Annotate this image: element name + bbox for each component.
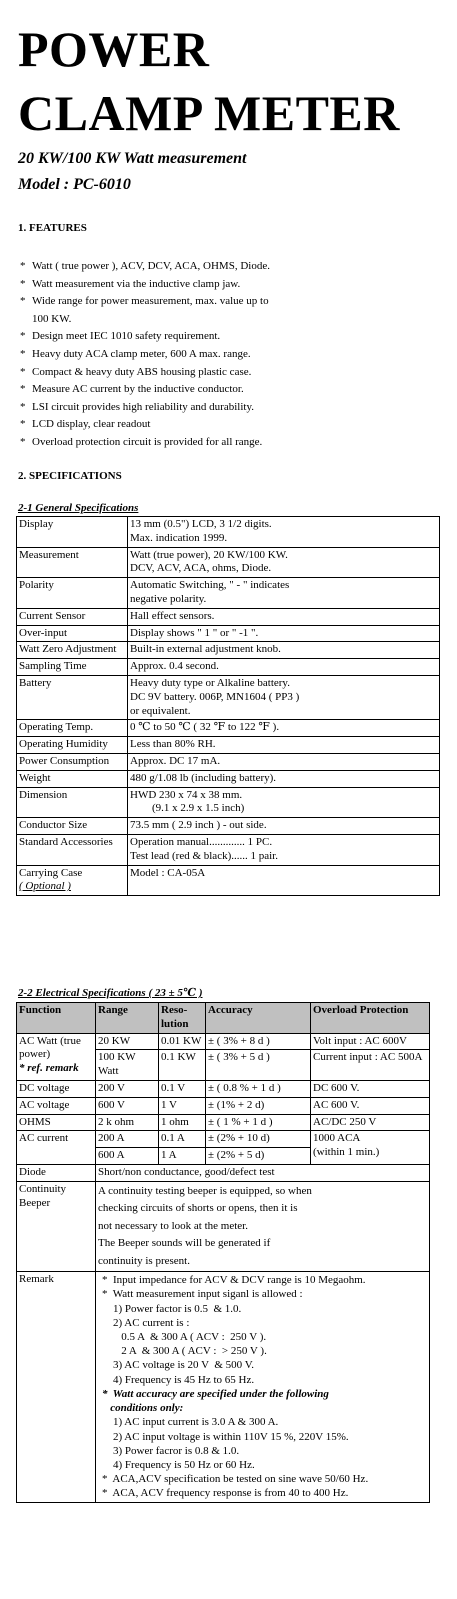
spec-label-text: Over-input: [19, 626, 68, 639]
spec-value-line: Approx. DC 17 mA.: [130, 754, 221, 767]
function-cell: AC current: [17, 1131, 96, 1165]
features-list: [18, 258, 438, 452]
title-line-2: CLAMP METER: [18, 85, 400, 141]
spec-label: [17, 865, 128, 896]
spec-value-line: Less than 80% RH.: [130, 738, 216, 751]
accuracy-cell: ± (2% + 10 d): [206, 1131, 311, 1148]
feature-item: * Watt measurement via the inductive clamp jaw.: [18, 276, 438, 294]
remark-line: 2 A & 300 A ( ACV : > 250 V ).: [102, 1345, 267, 1358]
resolution-cell: 0.1 A: [159, 1131, 206, 1148]
header-function: Function: [17, 1003, 96, 1034]
spec-value-line: Model : CA-05A: [130, 866, 206, 879]
table-row: [17, 770, 440, 787]
spec-label-text: Conductor Size: [19, 819, 88, 832]
function-cell: DC voltage: [17, 1080, 96, 1097]
spec-label-text: Standard Accessories: [19, 835, 113, 848]
function-cell: Remark: [17, 1272, 96, 1502]
spec-label: [17, 547, 128, 578]
spec-label-text: Dimension: [19, 788, 68, 801]
table-row: [17, 1131, 430, 1148]
spec-label: [17, 834, 128, 865]
spec-label-text: Weight: [19, 771, 51, 784]
spec-label-text: Operating Humidity: [19, 738, 108, 751]
table-row: [17, 659, 440, 676]
spec-label: [17, 753, 128, 770]
accuracy-cell: ± ( 3% + 8 d ): [206, 1033, 311, 1050]
table-row: [17, 865, 440, 896]
spec-value-line: Max. indication 1999.: [130, 531, 228, 544]
overload-cell: DC 600 V.: [311, 1080, 430, 1097]
spec-label: [17, 787, 128, 818]
electrical-spec-table: [16, 1002, 430, 1503]
spec-value: [128, 720, 440, 737]
resolution-cell: 0.01 KW: [159, 1033, 206, 1050]
range-cell: 200 A: [96, 1131, 159, 1148]
header-accuracy: Accuracy: [206, 1003, 311, 1034]
spec-label: [17, 625, 128, 642]
feature-item: * Overload protection circuit is provided for all range.: [18, 434, 438, 452]
specs-heading: 2. SPECIFICATIONS: [18, 470, 122, 482]
spec-label: [17, 737, 128, 754]
spec-label-text: Operating Temp.: [19, 721, 94, 734]
accuracy-cell: ± (2% + 5 d): [206, 1148, 311, 1165]
spec-value-line: 73.5 mm ( 2.9 inch ) - out side.: [130, 819, 267, 832]
resolution-cell: 0.1 KW: [159, 1050, 206, 1081]
overload-cell: AC/DC 250 V: [311, 1114, 430, 1131]
feature-item: * Watt ( true power ), ACV, DCV, ACA, OHMS, Diode.: [18, 258, 438, 276]
spec-value-line: Built-in external adjustment knob.: [130, 643, 281, 656]
spec-value: [128, 642, 440, 659]
spec-value-line: Test lead (red & black)...... 1 pair.: [130, 849, 278, 862]
table-row: [17, 547, 440, 578]
spec-value: [128, 578, 440, 609]
spec-value-line: Operation manual............. 1 PC.: [130, 835, 273, 848]
remark-line: 2) AC current is :: [102, 1316, 190, 1329]
spec-value-line: Heavy duty type or Alkaline battery.: [130, 676, 290, 689]
overload-cell: [311, 1131, 430, 1165]
range-cell: 20 KW: [96, 1033, 159, 1050]
table-row: [17, 753, 440, 770]
spec-label-text: Battery: [19, 676, 52, 689]
table-row: [17, 1164, 430, 1181]
feature-item: * Compact & heavy duty ABS housing plastic case.: [18, 364, 438, 382]
table-row: [17, 1033, 430, 1050]
spec-value: [128, 608, 440, 625]
spec-value-line: 480 g/1.08 lb (including battery).: [130, 771, 277, 784]
table-row: [17, 517, 440, 548]
spec-label-text: Watt Zero Adjustment: [19, 643, 117, 656]
model: Model : PC-6010: [18, 176, 131, 193]
spec-label-text: Current Sensor: [19, 609, 86, 622]
resolution-cell: 1 V: [159, 1097, 206, 1114]
feature-item: * LSI circuit provides high reliability and durability.: [18, 399, 438, 417]
spec-value-line: Hall effect sensors.: [130, 609, 215, 622]
table-row: [17, 737, 440, 754]
remark-line: 0.5 A & 300 A ( ACV : 250 V ).: [102, 1331, 267, 1344]
range-cell: 600 A: [96, 1148, 159, 1165]
accuracy-cell: ± ( 0.8 % + 1 d ): [206, 1080, 311, 1097]
spec-label: [17, 720, 128, 737]
beeper-text: [96, 1181, 430, 1272]
spec-label: [17, 770, 128, 787]
spec-value: [128, 547, 440, 578]
beeper-line: continuity is present.: [98, 1254, 190, 1267]
header-resolution: Reso-lution: [159, 1003, 206, 1034]
remark-line: * Watt measurement input siganl is allowed :: [102, 1288, 303, 1301]
header-row: [17, 1003, 430, 1034]
spec-value-line: Automatic Switching, " - " indicates: [130, 579, 290, 592]
feature-item: * Design meet IEC 1010 safety requirement.: [18, 328, 438, 346]
spec-value-line: DC 9V battery. 006P, MN1604 ( PP3 ): [130, 690, 300, 703]
table-row: [17, 625, 440, 642]
spec-label-text: Sampling Time: [19, 660, 87, 673]
table-row: [17, 675, 440, 719]
overload-cell: Current input : AC 500A: [311, 1050, 430, 1081]
acwatt-note: * ref. remark: [19, 1062, 79, 1075]
table-row: [17, 720, 440, 737]
resolution-cell: 1 A: [159, 1148, 206, 1165]
table-row: [17, 787, 440, 818]
spec-label: [17, 578, 128, 609]
table-row: [17, 578, 440, 609]
feature-item: * Wide range for power measurement, max. value up to: [18, 293, 438, 311]
remark-line: conditions only:: [102, 1402, 184, 1415]
spec-value-line: 13 mm (0.5") LCD, 3 1/2 digits.: [130, 518, 272, 530]
accuracy-cell: ± ( 1 % + 1 d ): [206, 1114, 311, 1131]
electrical-heading: 2-2 Electrical Specifications ( 23 ± 5℃ ): [18, 987, 203, 999]
spec-value: [128, 787, 440, 818]
remark-line: * Input impedance for ACV & DCV range is 10 Megaohm.: [102, 1274, 366, 1287]
feature-item: 100 KW.: [32, 312, 72, 325]
spec-value: [128, 818, 440, 835]
header-range: Range: [96, 1003, 159, 1034]
header-overload: Overload Protection: [311, 1003, 430, 1034]
acwatt-function-label: AC Watt (true power): [19, 1034, 81, 1061]
function-cell: Continuity Beeper: [17, 1181, 96, 1272]
spec-value: [128, 753, 440, 770]
range-cell: 200 V: [96, 1080, 159, 1097]
overload-line: 1000 ACA: [313, 1132, 361, 1145]
table-row: [17, 1080, 430, 1097]
spec-value: [128, 770, 440, 787]
spec-label: [17, 517, 128, 548]
spec-value-line: (9.1 x 2.9 x 1.5 inch): [130, 802, 245, 815]
spec-label-text: Measurement: [19, 548, 79, 561]
table-row: [17, 642, 440, 659]
diode-text: Short/non conductance, good/defect test: [96, 1164, 430, 1181]
feature-item: * Measure AC current by the inductive conductor.: [18, 381, 438, 399]
general-spec-table: [16, 516, 440, 896]
spec-value: [128, 737, 440, 754]
general-heading: 2-1 General Specifications: [18, 502, 139, 514]
accuracy-cell: ± (1% + 2 d): [206, 1097, 311, 1114]
function-cell: AC voltage: [17, 1097, 96, 1114]
feature-item: * LCD display, clear readout: [18, 416, 438, 434]
function-cell: OHMS: [17, 1114, 96, 1131]
subtitle: 20 KW/100 KW Watt measurement: [18, 150, 247, 167]
remark-line: 3) Power facror is 0.8 & 1.0.: [102, 1444, 240, 1457]
overload-cell: Volt input : AC 600V: [311, 1033, 430, 1050]
range-cell: 100 KW Watt: [96, 1050, 159, 1081]
accuracy-cell: ± ( 3% + 5 d ): [206, 1050, 311, 1081]
table-row: [17, 818, 440, 835]
remark-text: [96, 1272, 430, 1502]
table-row: [17, 1114, 430, 1131]
range-cell: 600 V: [96, 1097, 159, 1114]
remark-line: 1) AC input current is 3.0 A & 300 A.: [102, 1416, 279, 1429]
spec-value-line: HWD 230 x 74 x 38 mm.: [130, 788, 243, 801]
feature-item: * Heavy duty ACA clamp meter, 600 A max. range.: [18, 346, 438, 364]
remark-line: 2) AC input voltage is within 110V 15 %, 220V 15%.: [102, 1430, 349, 1443]
table-row: [17, 834, 440, 865]
function-cell: Diode: [17, 1164, 96, 1181]
range-cell: 2 k ohm: [96, 1114, 159, 1131]
overload-line: (within 1 min.): [313, 1146, 380, 1159]
beeper-line: A continuity testing beeper is equipped, so when: [98, 1184, 312, 1197]
spec-value: [128, 659, 440, 676]
remark-line: * ACA, ACV frequency response is from 40 to 400 Hz.: [102, 1487, 349, 1500]
spec-label-text: Power Consumption: [19, 754, 110, 767]
table-row: [17, 1181, 430, 1272]
title-line-1: POWER: [18, 21, 210, 77]
spec-value-line: 0 ℃ to 50 ℃ ( 32 ℉ to 122 ℉ ).: [130, 721, 280, 734]
spec-label-note: ( Optional ): [19, 880, 71, 893]
overload-cell: AC 600 V.: [311, 1097, 430, 1114]
spec-label: [17, 675, 128, 719]
spec-value-line: or equivalent.: [130, 704, 191, 717]
spec-label: [17, 642, 128, 659]
spec-value: [128, 834, 440, 865]
spec-label-text: Carrying Case: [19, 866, 83, 879]
remark-line: * ACA,ACV specification be tested on sine wave 50/60 Hz.: [102, 1473, 369, 1486]
acwatt-function: [17, 1033, 96, 1080]
resolution-cell: 0.1 V: [159, 1080, 206, 1097]
spec-label-text: Polarity: [19, 579, 54, 592]
spec-label-text: Display: [19, 518, 54, 530]
remark-line: 4) Frequency is 50 Hz or 60 Hz.: [102, 1458, 255, 1471]
features-heading: 1. FEATURES: [18, 222, 87, 234]
spec-value: [128, 517, 440, 548]
spec-value-line: Approx. 0.4 second.: [130, 660, 219, 673]
remark-line: * Watt accuracy are specified under the following: [102, 1387, 329, 1400]
beeper-line: The Beeper sounds will be generated if: [98, 1237, 271, 1250]
spec-label: [17, 818, 128, 835]
beeper-line: checking circuits of shorts or opens, then it is: [98, 1202, 298, 1215]
spec-label: [17, 659, 128, 676]
spec-value-line: DCV, ACV, ACA, ohms, Diode.: [130, 562, 272, 575]
spec-value: [128, 625, 440, 642]
spec-value-line: negative polarity.: [130, 592, 207, 605]
resolution-cell: 1 ohm: [159, 1114, 206, 1131]
table-row: [17, 1097, 430, 1114]
remark-line: 3) AC voltage is 20 V & 500 V.: [102, 1359, 254, 1372]
spec-value-line: Display shows " 1 " or " -1 ".: [130, 626, 259, 639]
remark-line: 1) Power factor is 0.5 & 1.0.: [102, 1302, 242, 1315]
table-row: [17, 1272, 430, 1502]
table-row: [17, 608, 440, 625]
spec-value-line: Watt (true power), 20 KW/100 KW.: [130, 548, 288, 561]
beeper-line: not necessary to look at the meter.: [98, 1219, 248, 1232]
spec-value: [128, 675, 440, 719]
spec-value: [128, 865, 440, 896]
spec-label: [17, 608, 128, 625]
remark-line: 4) Frequency is 45 Hz to 65 Hz.: [102, 1373, 255, 1386]
